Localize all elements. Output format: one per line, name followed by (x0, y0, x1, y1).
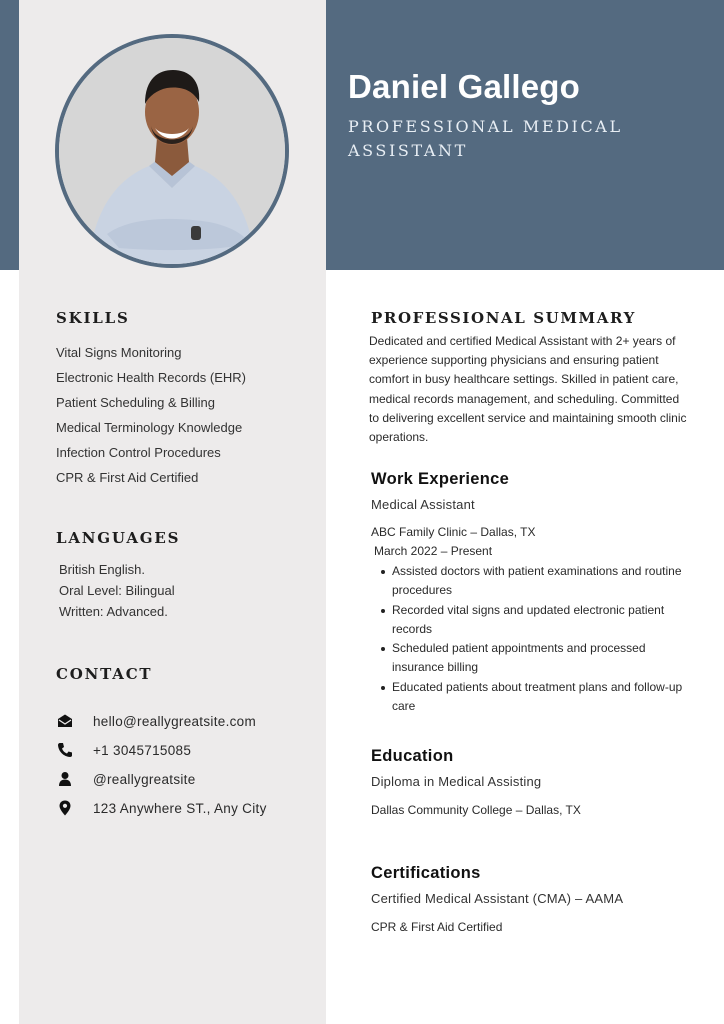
certification-item: Certified Medical Assistant (CMA) – AAMA (371, 891, 624, 906)
phone-icon (56, 741, 74, 759)
profile-photo (55, 34, 289, 268)
contact-email (56, 711, 257, 731)
skill-item: Medical Terminology Knowledge (56, 420, 243, 435)
skills-list (56, 344, 316, 494)
experience-heading: Work Experience (371, 470, 510, 488)
contact-email-text[interactable]: hello@reallygreatsite.com (93, 713, 257, 729)
languages-list (59, 561, 175, 624)
contact-phone (56, 740, 192, 760)
skill-item: Infection Control Procedures (56, 445, 221, 460)
envelope-icon (56, 712, 74, 730)
job-title: Medical Assistant (371, 497, 475, 512)
skill-item: Electronic Health Records (EHR) (56, 370, 247, 385)
certifications-heading: Certifications (371, 864, 481, 882)
location-pin-icon (56, 799, 74, 817)
job-duties-list (392, 562, 692, 716)
job-employer: ABC Family Clinic – Dallas, TX (371, 525, 536, 539)
job-duty: Educated patients about treatment plans and follow-up care (392, 678, 692, 717)
language-item: Oral Level: Bilingual (59, 583, 175, 598)
skill-item: Vital Signs Monitoring (56, 345, 182, 360)
contact-address (56, 798, 267, 818)
job-dates: March 2022 – Present (374, 544, 493, 558)
skill-item: Patient Scheduling & Billing (56, 395, 215, 410)
skills-heading: SKILLS (56, 309, 130, 327)
user-icon (56, 770, 74, 788)
language-item: British English. (59, 562, 145, 577)
job-duty: Scheduled patient appointments and processed insurance billing (392, 639, 692, 678)
language-item: Written: Advanced. (59, 604, 168, 619)
contact-phone-text[interactable]: +1 3045715085 (93, 742, 192, 758)
job-duty: Recorded vital signs and updated electronic patient records (392, 601, 692, 640)
candidate-role: PROFESSIONAL MEDICAL ASSISTANT (348, 117, 623, 160)
contact-address-text: 123 Anywhere ST., Any City (93, 800, 267, 816)
skill-item: CPR & First Aid Certified (56, 470, 199, 485)
job-duty: Assisted doctors with patient examinations and routine procedures (392, 562, 692, 601)
certification-item: CPR & First Aid Certified (371, 920, 503, 934)
contact-heading: CONTACT (56, 665, 153, 683)
summary-heading: PROFESSIONAL SUMMARY (371, 309, 636, 327)
education-degree: Diploma in Medical Assisting (371, 774, 542, 789)
languages-heading: LANGUAGES (56, 529, 181, 547)
education-heading: Education (371, 747, 454, 765)
summary-text: Dedicated and certified Medical Assistant with 2+ years of experience supporting physicians and ensuring patient comfort in busy healthcare settings. Skilled in patient care, medical records management, and scheduling. Committed to delivering excellent service and maintaining smooth clinic operations. (369, 334, 687, 445)
profile-photo-illustration (59, 38, 285, 264)
contact-social-text[interactable]: @reallygreatsite (93, 771, 196, 787)
candidate-name: Daniel Gallego (348, 68, 581, 105)
education-school: Dallas Community College – Dallas, TX (371, 803, 581, 817)
contact-social (56, 769, 196, 789)
